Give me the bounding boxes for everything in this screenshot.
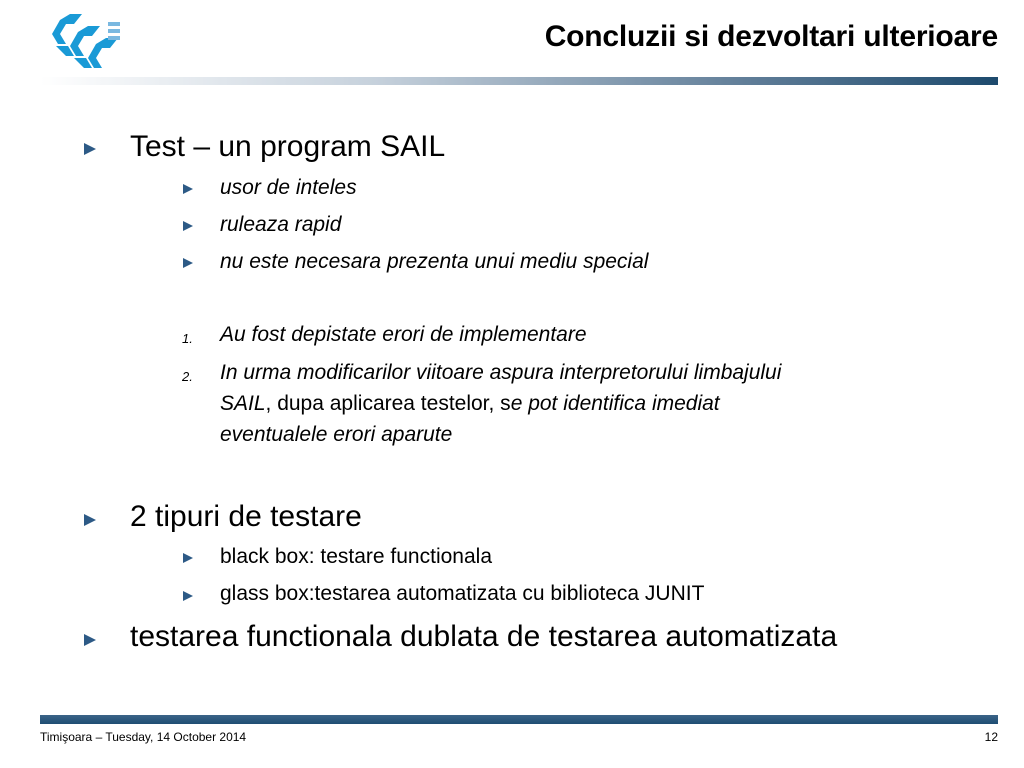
bullet-triangle-icon [84,634,96,646]
sub-bullet: black box: testare functionala [220,545,492,568]
numbered-item-fragment: , dupa aplicarea testelor, s [265,392,511,415]
bullet-triangle-icon [183,591,193,601]
numbered-item-line: eventualele erori aparute [220,423,453,446]
institution-logo [48,10,140,72]
slide-title: Concluzii si dezvoltari ulterioare [544,20,998,53]
bullet-triangle-icon [183,184,193,194]
numbered-marker: 1. [182,331,193,346]
bullet-triangle-icon [183,553,193,563]
sub-bullet: nu este necesara prezenta unui mediu special [220,250,649,273]
numbered-item-line [220,392,720,416]
numbered-marker: 2. [182,369,193,384]
bullet-triangle-icon [84,143,96,155]
header-divider [40,77,998,85]
numbered-item-line: In urma modificarilor viitoare aspura interpretorului limbajului [220,361,782,384]
numbered-item: Au fost depistate erori de implementare [220,323,587,346]
bullet-testing-types: 2 tipuri de testare [130,500,362,533]
numbered-item-fragment: e pot identifica imediat [510,392,720,415]
page-number: 12 [984,730,998,744]
footer-divider [40,715,998,724]
bullet-triangle-icon [84,514,96,526]
bullet-test-sail: Test – un program SAIL [130,130,446,163]
bullet-functional-testing: testarea functionala dublata de testarea automatizata [130,620,838,653]
sub-bullet: glass box:testarea automatizata cu biblioteca JUNIT [220,582,705,605]
numbered-item-fragment: SAIL [220,392,266,415]
sub-bullet: usor de inteles [220,176,357,199]
bullet-triangle-icon [183,221,193,231]
footer-location-date: Timişoara – Tuesday, 14 October 2014 [40,730,247,744]
bullet-triangle-icon [183,258,193,268]
sub-bullet: ruleaza rapid [220,213,342,236]
